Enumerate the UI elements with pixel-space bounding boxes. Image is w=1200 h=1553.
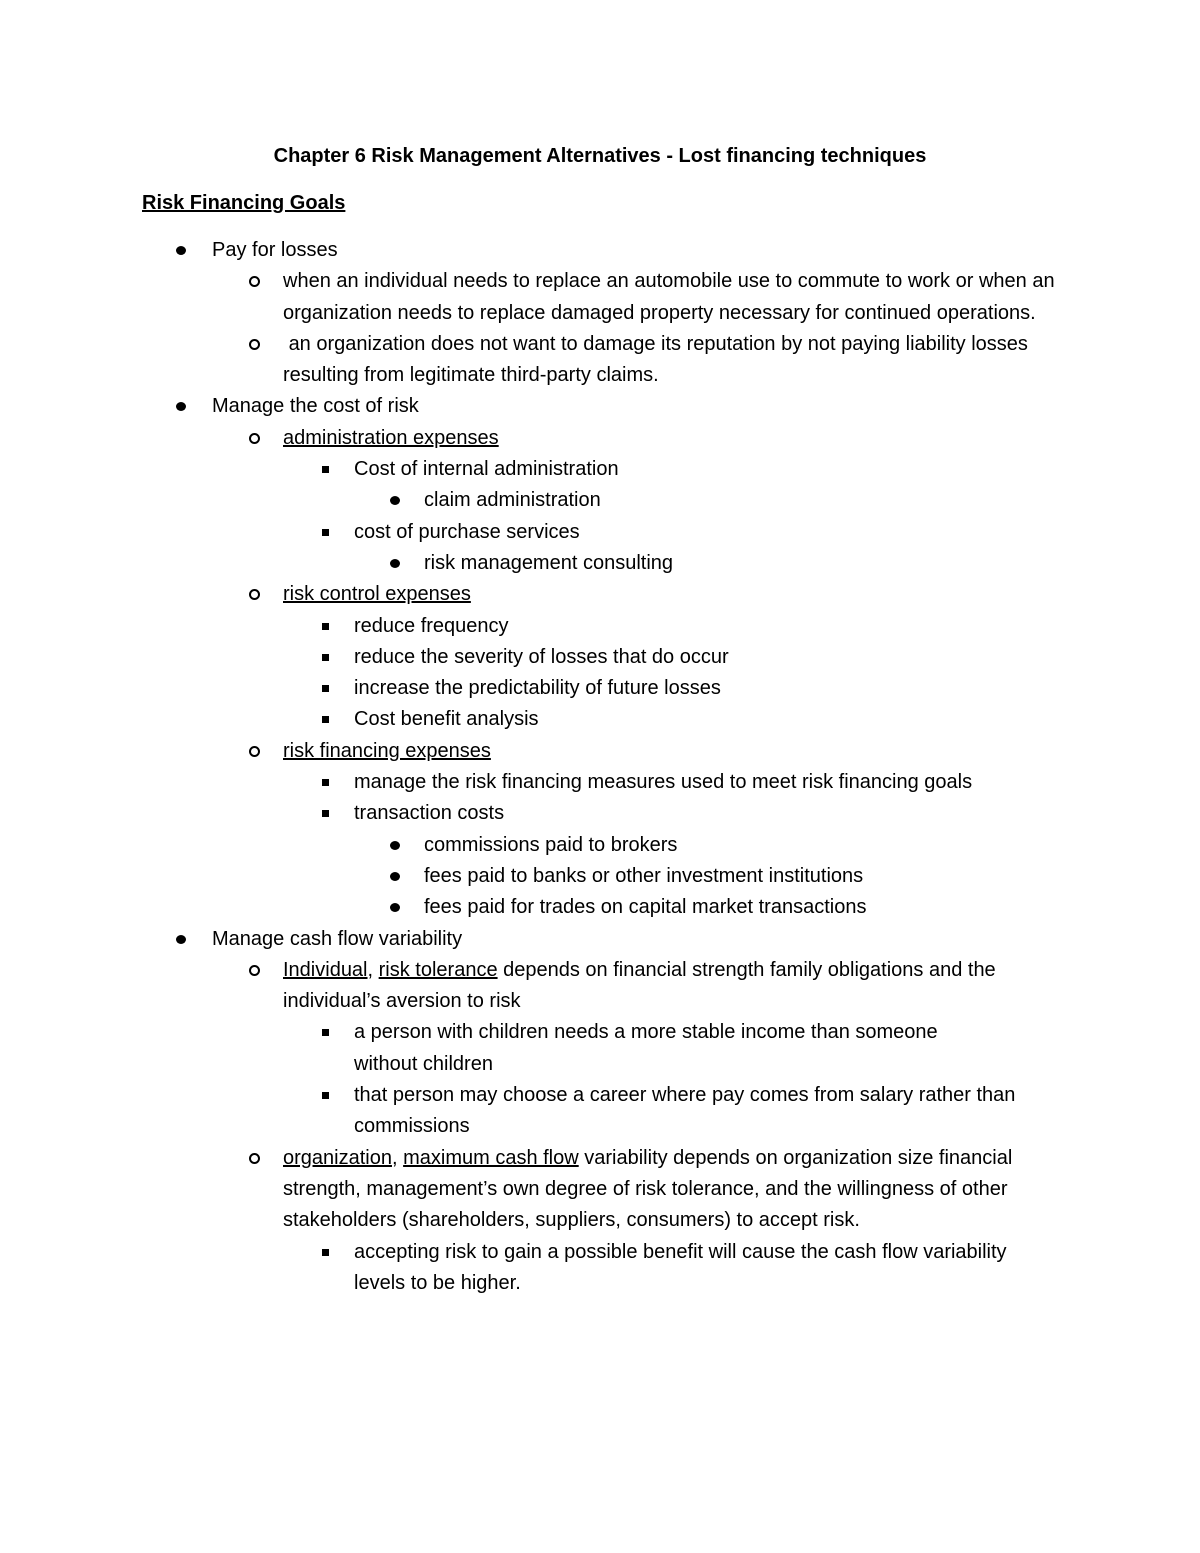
bullet-dot-icon xyxy=(172,924,190,955)
bullet-square-icon xyxy=(317,704,333,735)
bullet-ring-icon xyxy=(244,423,264,454)
list-item-heading: risk financing expenses xyxy=(283,739,491,762)
term-individual: Individual xyxy=(283,958,368,981)
bullet-square-icon xyxy=(317,642,333,673)
bullet-ring-icon xyxy=(244,329,264,360)
list-item-text: claim administration xyxy=(424,489,601,512)
list-item-text: an organization does not want to damage its reputation by not paying liability losses resulting from legitimate third-party claims. xyxy=(283,332,1034,387)
bullet-square-icon xyxy=(317,1237,333,1268)
list-item-text: accepting risk to gain a possible benefit will cause the cash flow variability levels to be higher. xyxy=(354,1240,1007,1294)
list-item-text: reduce frequency xyxy=(354,614,509,637)
list-item xyxy=(0,235,1060,266)
bullet-dot-icon xyxy=(386,485,404,516)
list-item-text: that person may choose a career where pay comes from salary rather than commissions xyxy=(354,1084,1016,1138)
bullet-dot-icon xyxy=(386,548,404,579)
list-item-text: Pay for losses xyxy=(212,239,338,261)
list-item xyxy=(0,329,1060,392)
list-item xyxy=(0,955,1060,1018)
list-item-text: manage the risk financing measures used to meet risk financing goals xyxy=(354,771,973,794)
term-separator: , xyxy=(367,958,379,981)
list-item xyxy=(0,485,1060,516)
term-separator: , xyxy=(391,1146,404,1169)
term-maximum-cash-flow: maximum cash flow xyxy=(403,1146,579,1169)
list-item-text: risk management consulting xyxy=(424,551,674,574)
list-item xyxy=(0,517,1060,548)
term-risk-tolerance: risk tolerance xyxy=(378,958,498,981)
list-item-text: reduce the severity of losses that do occur xyxy=(354,645,729,668)
list-item-text: fees paid to banks or other investment institutions xyxy=(424,864,864,887)
bullet-square-icon xyxy=(317,798,333,829)
bullet-dot-icon xyxy=(172,235,190,266)
list-item-text: fees paid for trades on capital market transactions xyxy=(424,896,867,919)
list-item-text xyxy=(283,1143,1053,1237)
bullet-ring-icon xyxy=(244,736,264,767)
list-item-heading: risk control expenses xyxy=(283,583,471,606)
list-item xyxy=(0,454,1060,485)
list-item xyxy=(0,1017,1060,1080)
list-item xyxy=(0,892,1060,923)
list-item xyxy=(0,266,1060,329)
list-item xyxy=(0,548,1060,579)
bullet-dot-icon xyxy=(172,391,190,422)
list-item-text: Manage cash flow variability xyxy=(212,927,463,950)
list-item-text: Manage the cost of risk xyxy=(212,395,419,418)
list-item-text: commissions paid to brokers xyxy=(424,833,678,856)
bullet-ring-icon xyxy=(244,955,264,986)
list-item xyxy=(0,736,1060,767)
list-item xyxy=(0,704,1060,735)
bullet-square-icon xyxy=(317,611,333,642)
list-item-text xyxy=(283,959,996,1012)
term-organization: organization xyxy=(283,1146,392,1169)
list-item-text: increase the predictability of future losses xyxy=(354,677,721,700)
list-item-text: a person with children needs a more stable income than someone without children xyxy=(354,1021,938,1075)
outline-list xyxy=(0,235,1200,1299)
bullet-ring-icon xyxy=(244,579,264,610)
bullet-square-icon xyxy=(317,1080,333,1111)
list-item-rest: variability depends on organization size financial strength, management’s own degree of risk tolerance, and the willingness of other stakeholders (shareholders, suppliers, consumers) to accept risk. xyxy=(283,1146,1013,1232)
bullet-ring-icon xyxy=(244,1143,264,1174)
document-title: Chapter 6 Risk Management Alternatives - Lost financing techniques xyxy=(273,145,927,167)
list-item xyxy=(0,1237,1060,1300)
list-item-text: cost of purchase services xyxy=(354,520,580,543)
bullet-square-icon xyxy=(317,454,333,485)
bullet-square-icon xyxy=(317,673,333,704)
section-heading: Risk Financing Goals xyxy=(142,192,346,214)
list-item-rest: depends on financial strength family obligations and the individual’s aversion to risk xyxy=(283,958,996,1013)
list-item xyxy=(0,1080,1060,1143)
bullet-square-icon xyxy=(317,517,333,548)
list-item-text: Cost of internal administration xyxy=(354,458,619,481)
list-item xyxy=(0,1143,1060,1237)
list-item xyxy=(0,830,1060,861)
bullet-dot-icon xyxy=(386,830,404,861)
bullet-dot-icon xyxy=(386,861,404,892)
list-item xyxy=(0,767,1060,798)
list-item xyxy=(0,861,1060,892)
list-item-heading: administration expenses xyxy=(283,426,499,449)
list-item-text: when an individual needs to replace an automobile use to commute to work or when an organization needs to replace damaged property necessary for continued operations. xyxy=(283,270,1055,324)
bullet-square-icon xyxy=(317,1017,333,1048)
list-item xyxy=(0,924,1060,955)
list-item xyxy=(0,423,1060,454)
bullet-square-icon xyxy=(317,767,333,798)
list-item xyxy=(0,642,1060,673)
list-item xyxy=(0,611,1060,642)
list-item xyxy=(0,579,1060,610)
list-item-text: Cost benefit analysis xyxy=(354,708,539,731)
bullet-dot-icon xyxy=(386,892,404,923)
list-item xyxy=(0,673,1060,704)
list-item xyxy=(0,798,1060,829)
list-item xyxy=(0,391,1060,422)
bullet-ring-icon xyxy=(244,266,264,297)
list-item-text: transaction costs xyxy=(354,802,505,825)
